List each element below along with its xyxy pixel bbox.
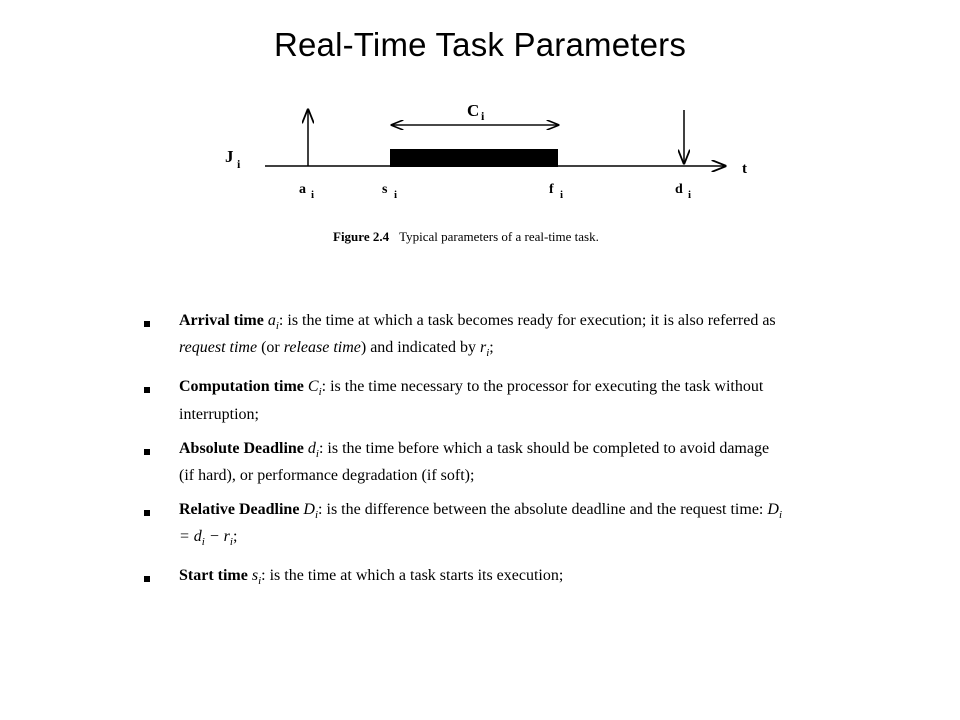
- definition-relative-deadline: is the difference between the absolute deadline and the request time:: [326, 500, 764, 518]
- time-axis-label: t: [742, 161, 747, 177]
- list-item: Relative Deadline $D_i$: is the difference between the absolute deadline and the request time: $D_i = d_i - r_i$;: [142, 499, 782, 553]
- definition-arrival-mid: (or: [261, 339, 280, 357]
- relative-deadline-formula: $D_i = d_i - r_i$: [179, 500, 782, 549]
- term-arrival: Arrival time: [179, 312, 264, 329]
- task-label: J: [225, 147, 234, 166]
- tick-label-d: d: [675, 182, 683, 197]
- list-item: Start time $s_i$: is the time at which a task starts its execution;: [142, 565, 782, 592]
- definition-computation: is the time necessary to the processor for executing the task without interruption;: [179, 378, 764, 423]
- symbol-arrival-sub: i: [275, 320, 279, 333]
- term-computation: Computation time: [179, 378, 304, 396]
- symbol-absolute-deadline-sub: i: [315, 447, 319, 460]
- timing-diagram: [0, 0, 960, 270]
- symbol-computation: C: [307, 378, 319, 396]
- symbol-request-sub: i: [486, 347, 490, 360]
- computation-label: C: [467, 101, 480, 120]
- task-label-sub: i: [237, 157, 241, 171]
- execution-block: [390, 149, 558, 167]
- symbol-absolute-deadline: d: [307, 439, 316, 457]
- symbol-start-time-sub: i: [258, 575, 262, 588]
- definition-start-time: is the time at which a task starts its execution;: [269, 567, 564, 585]
- figure-caption-text: Typical parameters of a real-time task.: [399, 229, 599, 244]
- slide-title: Real-Time Task Parameters: [273, 26, 687, 63]
- tick-label-f: f: [549, 182, 554, 197]
- tick-sub-s: i: [394, 189, 398, 201]
- symbol-computation-sub: i: [318, 386, 322, 399]
- figure-caption: [333, 229, 599, 245]
- tick-sub-d: i: [688, 189, 692, 201]
- symbol-relative-deadline: D: [303, 500, 315, 518]
- symbol-relative-deadline-sub: i: [314, 508, 319, 521]
- symbol-start-time: s: [251, 567, 259, 585]
- definition-arrival-em1: request time: [179, 339, 258, 357]
- definition-arrival-end: ) and indicated by: [360, 339, 476, 357]
- list-item: Arrival time $a_i$: is the time at which a task becomes ready for execution; it is also referred as request time (or release time) and indicated by $r_i$;: [142, 310, 782, 364]
- definition-arrival-em2: release time: [283, 339, 361, 357]
- figure-caption-number: Figure 2.4: [333, 229, 390, 244]
- list-item: Computation time $C_i$: is the time necessary to the processor for executing the task without interruption;: [142, 376, 782, 425]
- term-relative-deadline: Relative Deadline: [179, 500, 300, 518]
- definition-relative-deadline-end: ;: [232, 527, 238, 545]
- tick-label-a: a: [299, 182, 306, 197]
- definition-arrival: is the time at which a task becomes ready for execution; it is also referred as: [287, 312, 776, 329]
- tick-sub-a: i: [311, 189, 315, 201]
- tick-sub-f: i: [560, 189, 564, 201]
- list-item: Absolute Deadline $d_i$: is the time before which a task should be completed to avoid damage (if hard), or performance degradation (if soft);: [142, 438, 782, 487]
- definition-absolute-deadline: is the time before which a task should be completed to avoid damage (if hard), or performance degradation (if soft);: [179, 439, 770, 484]
- symbol-request: r: [479, 339, 487, 357]
- tick-label-s: s: [382, 182, 388, 197]
- term-absolute-deadline: Absolute Deadline: [179, 439, 304, 457]
- symbol-arrival: a: [267, 312, 276, 329]
- definitions-list: [142, 310, 782, 604]
- term-start-time: Start time: [179, 567, 248, 585]
- computation-label-sub: i: [481, 109, 485, 123]
- definition-arrival-tail: ;: [489, 339, 494, 357]
